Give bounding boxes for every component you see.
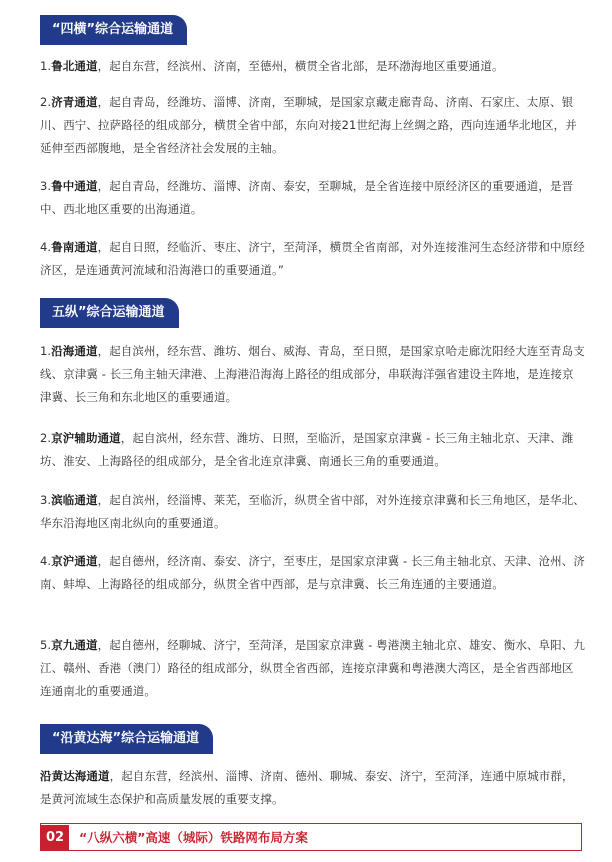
corridor-description: ，起自德州，经聊城、济宁，至菏泽，是国家京津冀 - 粤港澳主轴北京、雄安、衡水、阜阳、九江、赣州、香港（澳门）路径的组成部分，纵贯全省西部，连接京津冀和粤港澳大湾区，是全省西部地区连通南北的重要通道。 — [40, 638, 585, 698]
item-number: 1. — [40, 344, 52, 358]
item-number: 1. — [40, 59, 52, 73]
corridor-description: ，起自滨州，经东营、潍坊、烟台、威海、青岛，至日照，是国家京哈走廊沈阳经大连至青岛支线、京津冀 - 长三角主轴天津港、上海港沿海海上路径的组成部分，串联海洋强省建设主阵地，是连接京津冀、长三角和东北地区的重要通道。 — [40, 344, 585, 404]
corridor-name: 京九通道 — [51, 638, 98, 652]
section-number-badge: 02 — [41, 825, 69, 850]
corridor-description: ，起自东营，经滨州、济南，至德州，横贯全省北部，是环渤海地区重要通道。 — [97, 59, 504, 73]
corridor-description: ，起自日照，经临沂、枣庄、济宁，至菏泽，横贯全省南部，对外连接淮河生态经济带和中原经济区，是连通黄河流域和沿海港口的重要通道。” — [40, 240, 585, 277]
corridor-name: 沿黄达海通道 — [40, 769, 110, 783]
paragraph-coastal — [40, 340, 585, 409]
paragraph-lunan — [40, 236, 585, 282]
corridor-description: ，起自德州，经济南、泰安、济宁，至枣庄，是国家京津冀 - 长三角主轴北京、天津、沧州、济南、蚌埠、上海路径的组成部分，纵贯全省中西部，是与京津冀、长三角连通的主要通道。 — [40, 554, 585, 591]
corridor-name: 鲁中通道 — [51, 179, 98, 193]
corridor-description: ，起自青岛，经潍坊、淄博、济南，至聊城，是国家京藏走廊青岛、济南、石家庄、太原、银川、西宁、拉萨路径的组成部分，横贯全省中部，东向对接21世纪海上丝绸之路，西向连通华北地区，并延伸至西部腹地，是全省经济社会发展的主轴。 — [40, 95, 577, 155]
paragraph-jinghu — [40, 550, 585, 596]
item-number: 5. — [40, 638, 52, 652]
paragraph-binlin — [40, 489, 585, 535]
section-header-five-vertical: 五纵”综合运输通道 — [40, 298, 179, 328]
corridor-description: ，起自滨州，经淄博、莱芜，至临沂，纵贯全省中部，对外连接京津冀和长三角地区，是华北、华东沿海地区南北纵向的重要通道。 — [40, 493, 585, 530]
paragraph-lubei — [40, 55, 585, 78]
paragraph-jingjiu — [40, 634, 585, 703]
section-banner-title: “八纵六横”高速（城际）铁路网布局方案 — [79, 830, 308, 845]
corridor-name: 京沪通道 — [51, 554, 98, 568]
corridor-name: 沿海通道 — [51, 344, 98, 358]
item-number: 3. — [40, 493, 52, 507]
section-banner-railway — [40, 823, 582, 851]
item-number: 2. — [40, 95, 52, 109]
paragraph-jiqing — [40, 91, 585, 160]
corridor-description: ，起自东营，经滨州、淄博、济南、德州、聊城、泰安、济宁，至菏泽，连通中原城市群，是黄河流域生态保护和高质量发展的重要支撑。 — [40, 769, 574, 806]
corridor-name: 济青通道 — [51, 95, 98, 109]
corridor-name: 京沪辅助通道 — [51, 431, 121, 445]
corridor-name: 滨临通道 — [51, 493, 98, 507]
item-number: 3. — [40, 179, 52, 193]
section-header-four-horizontal: “四横”综合运输通道 — [40, 15, 187, 45]
item-number: 4. — [40, 554, 52, 568]
section-header-yellow-river: “沿黄达海”综合运输通道 — [40, 724, 213, 754]
item-number: 4. — [40, 240, 52, 254]
paragraph-jinghu-auxiliary — [40, 427, 585, 473]
corridor-description: ，起自青岛，经潍坊、淄博、济南、泰安，至聊城，是全省连接中原经济区的重要通道，是晋中、西北地区重要的出海通道。 — [40, 179, 574, 216]
paragraph-luzhong — [40, 175, 585, 221]
corridor-description: ，起自滨州，经东营、潍坊、日照，至临沂，是国家京津冀 - 长三角主轴北京、天津、潍坊、淮安、上海路径的组成部分，是全省北连京津冀、南通长三角的重要通道。 — [40, 431, 574, 468]
item-number: 2. — [40, 431, 52, 445]
corridor-name: 鲁北通道 — [51, 59, 98, 73]
paragraph-yanhuang — [40, 765, 585, 811]
corridor-name: 鲁南通道 — [51, 240, 98, 254]
